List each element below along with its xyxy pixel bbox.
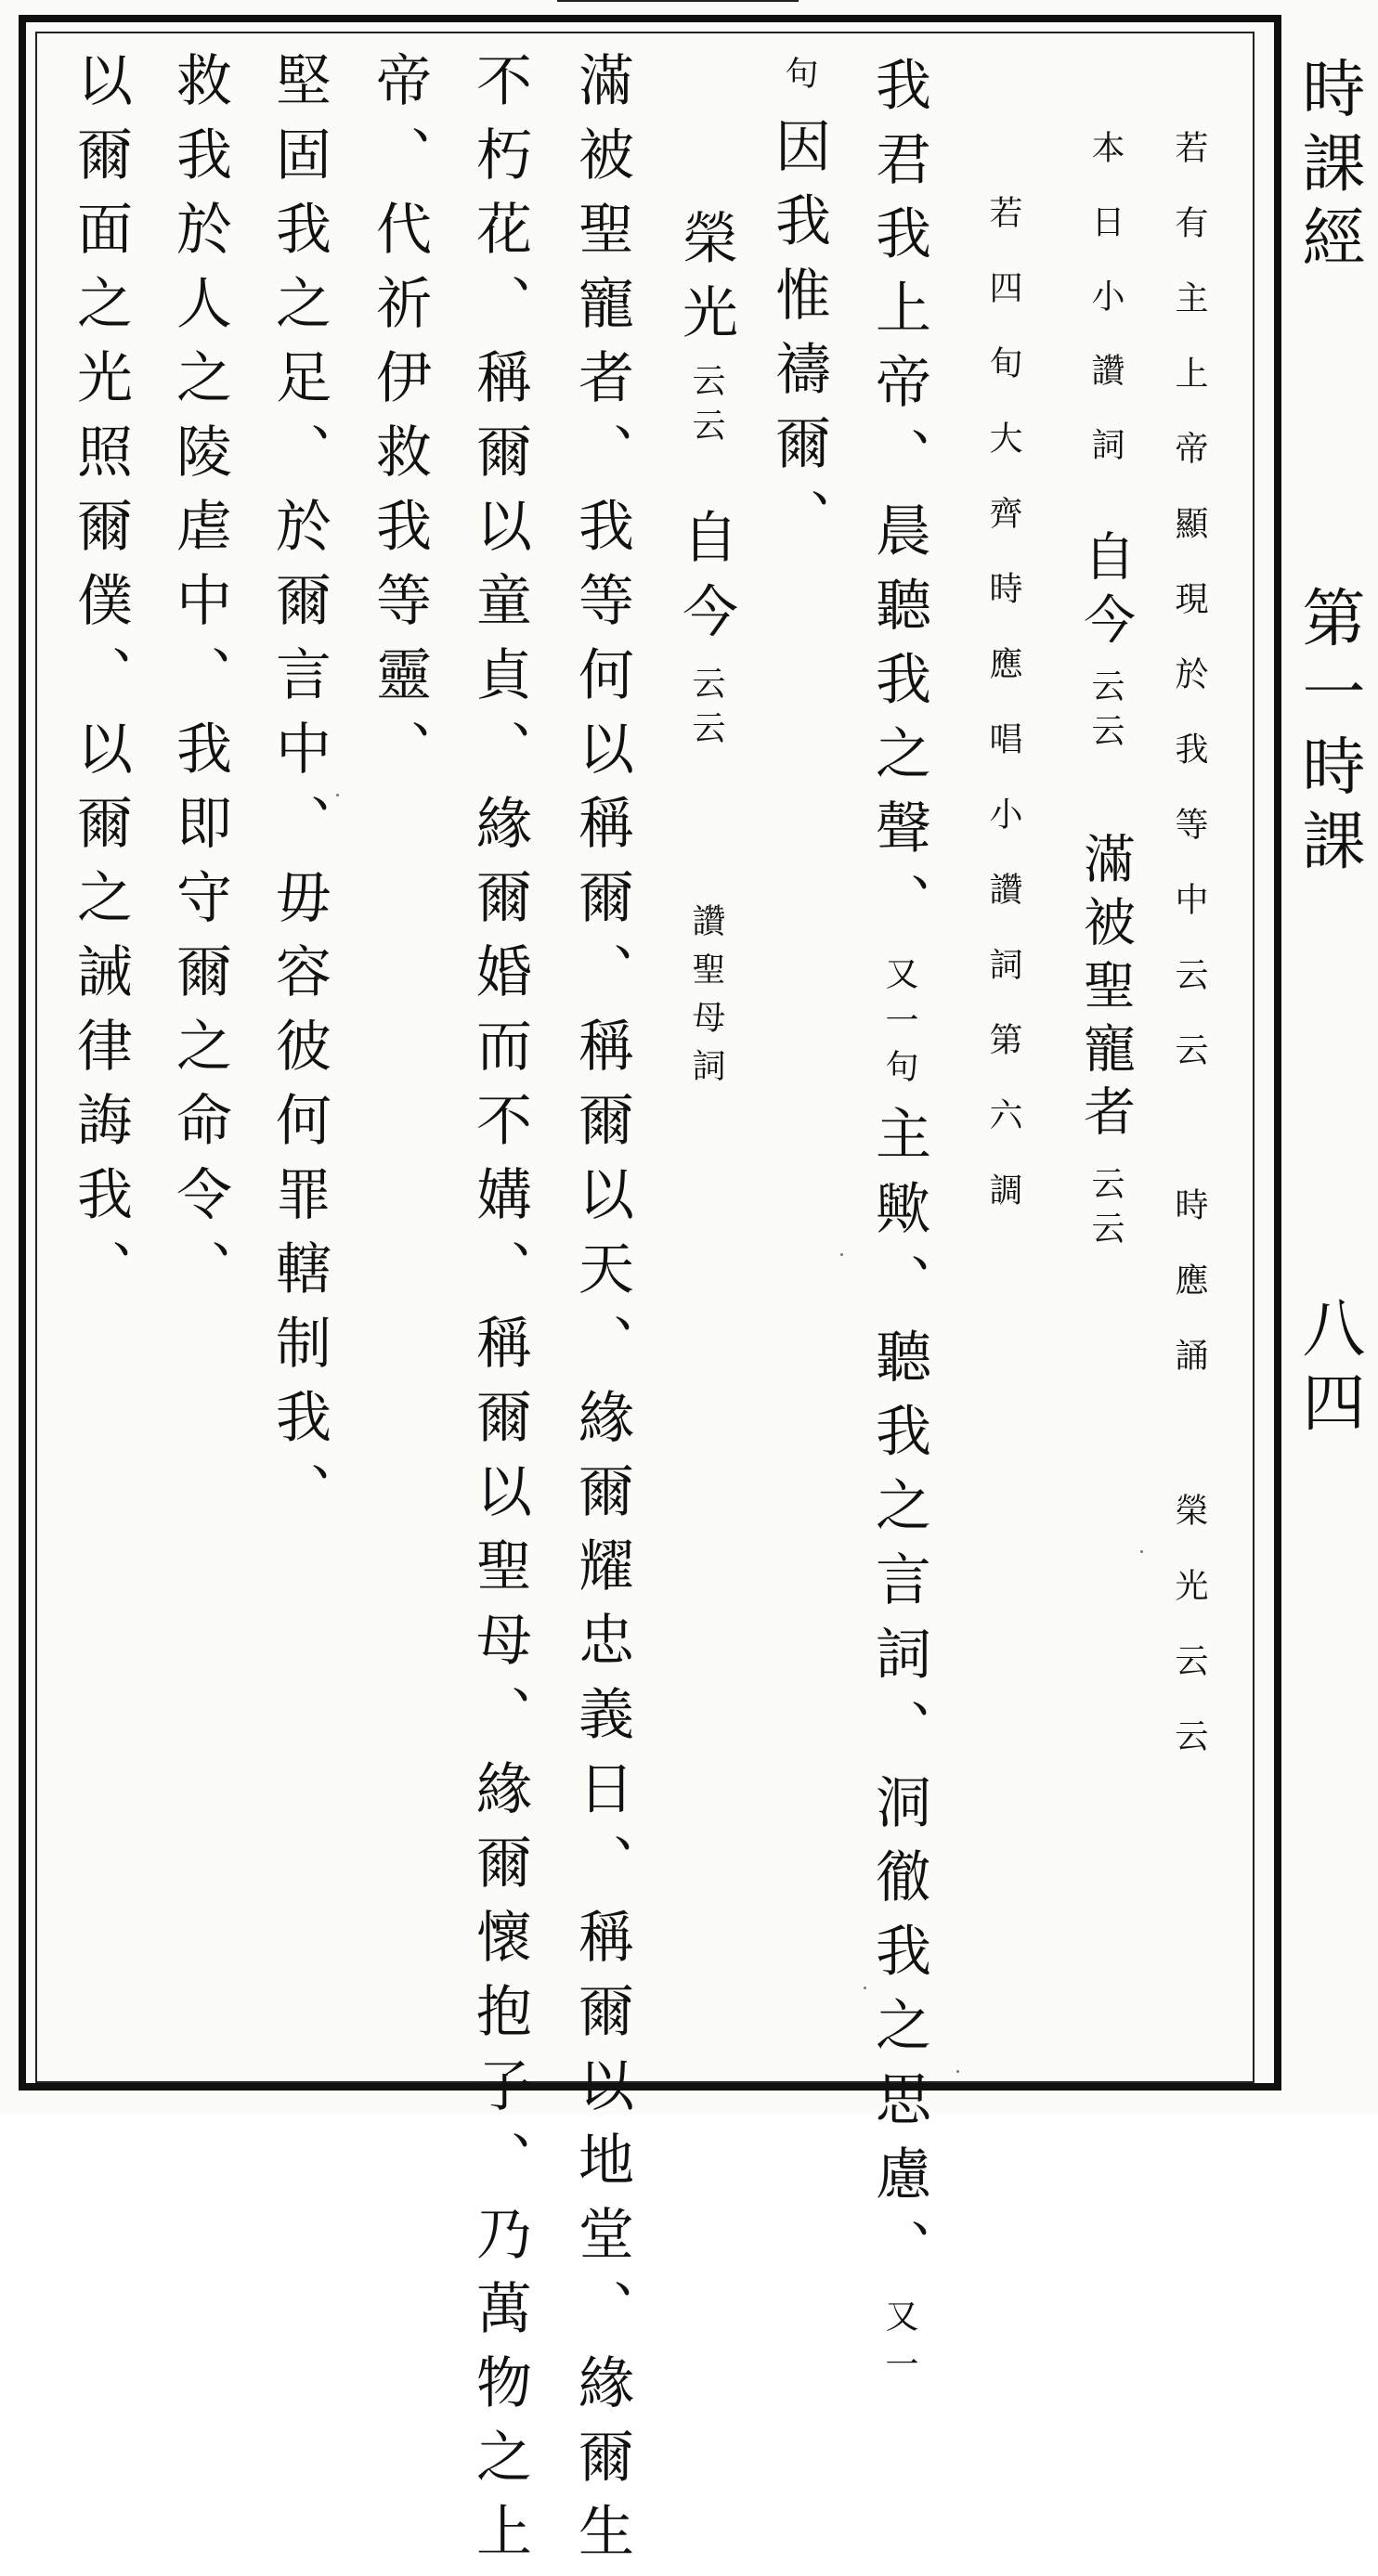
column-6-part-1: 榮光 — [673, 209, 738, 357]
column-6-part-4: 云云 — [687, 666, 725, 755]
column-6-part-5: 讚聖母詞 — [687, 903, 725, 1096]
text-column-10: 堅固我之足、於爾言中、毋容彼何罪轄制我、 — [266, 51, 332, 1536]
text-column-11: 救我於人之陵虐中、我即守爾之命令、 — [167, 51, 232, 1314]
rubric-column-1: 若有主上帝顯現於我等中云云 時應誦 榮光云云 — [1170, 130, 1208, 1793]
column-6-part-2: 云云 — [687, 363, 725, 452]
column-2-part-4: 滿被聖寵者 — [1075, 832, 1136, 1147]
margin-section: 第一時課 — [1292, 585, 1365, 882]
text-column-5 — [766, 56, 831, 563]
column-4-part-4: 又一 — [880, 2298, 918, 2395]
column-4-part-2: 又一句 — [880, 956, 918, 1095]
column-2-part-5: 云云 — [1086, 1166, 1124, 1255]
margin-page-number: 八四 — [1292, 1295, 1365, 1443]
column-4-part-3: 主歟、聽我之言詞、洞徹我之思慮、 — [866, 1105, 931, 2293]
margin-book-title: 時課經 — [1292, 56, 1365, 278]
rubric-column-3: 若四旬大齊時應唱小讚詞第六調 — [984, 195, 1022, 1248]
text-column-9: 帝、代祈伊救我等靈、 — [367, 51, 432, 794]
column-6-part-3: 自今 — [673, 508, 738, 656]
column-2-part-2: 自今 — [1075, 529, 1136, 655]
text-column-7: 滿被聖寵者、我等何以稱爾、稱爾以天、緣爾耀忠義日、稱爾以地堂、緣爾生 — [569, 51, 634, 2576]
text-column-12: 以爾面之光照爾僕、以爾之誡律誨我、 — [68, 51, 133, 1314]
text-column-6 — [673, 209, 738, 1096]
column-2-part-1: 本日小讚詞 — [1086, 130, 1124, 501]
column-2-part-3: 云云 — [1086, 668, 1124, 757]
top-mark — [557, 0, 799, 13]
text-column-8: 不朽花、稱爾以童貞、緣爾婚而不媾、稱爾以聖母、緣爾懷抱子、乃萬物之上 — [467, 51, 532, 2576]
text-column-4 — [866, 56, 931, 2395]
column-5-part-2: 因我惟禱爾、 — [766, 117, 831, 563]
column-4-part-1: 我君我上帝、晨聽我之聲、 — [866, 56, 931, 947]
column-5-part-1: 句 — [780, 56, 818, 89]
rubric-column-2 — [1075, 130, 1136, 1255]
